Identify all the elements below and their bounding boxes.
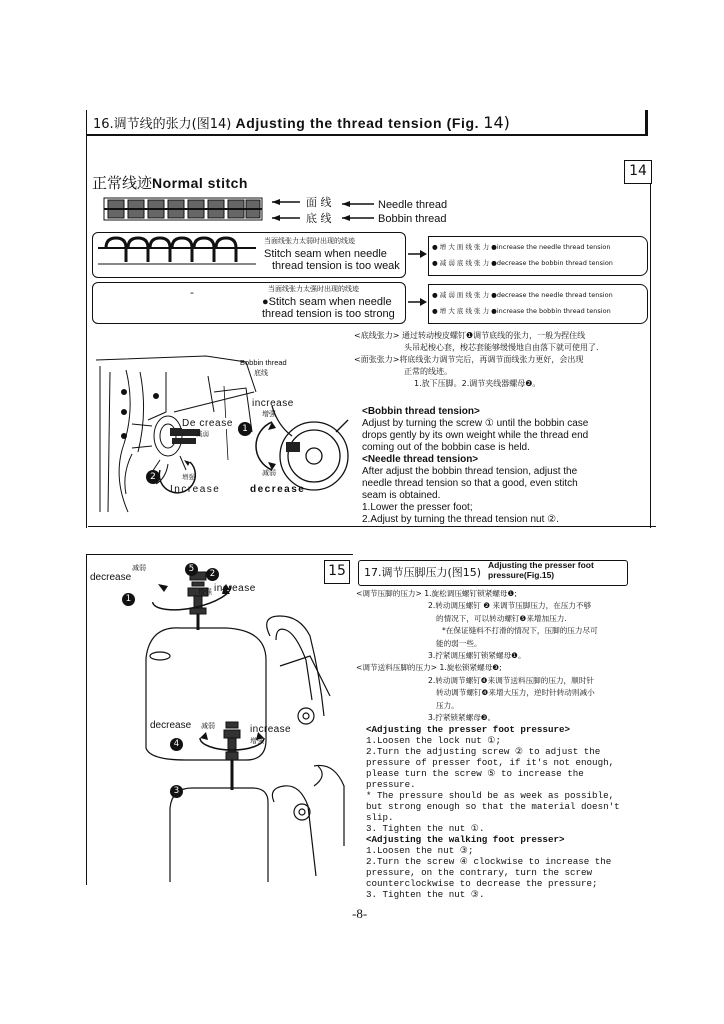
note-cn-line: 头吊起梭心套，梭芯套能够缓慢地自由落下就可使用了. (404, 343, 599, 352)
en-line: but strong enough so that the material doesn't (366, 801, 620, 812)
weak-en-2: thread tension is too weak (272, 260, 400, 272)
normal-stitch-title (92, 172, 248, 193)
strong-action-1-cn: 减 弱 面 线 张 力 (439, 291, 490, 299)
needle-thread-label: Needle thread (378, 199, 448, 211)
section-17-en-text (366, 724, 620, 900)
cn-line: 的情况下，可以转动螺钉❺来增加压力. (436, 613, 567, 623)
tension-diagram (96, 352, 358, 518)
en-line: 3. Tighten the nut ③. (366, 889, 485, 900)
fig15-callout-2: 2 (206, 568, 219, 581)
normal-stitch-cn: 正常线迹 (92, 174, 153, 192)
note-cn-line: <面张张力>将底线张力调节完后，再调节面线张力更好，会出现 (354, 355, 584, 364)
cn-line: 3.拧紧锁紧螺母❸。 (428, 713, 496, 723)
cn-line: 3.拧紧调压螺钉锁紧螺母❶。 (428, 651, 526, 661)
figure-15-label: 15 (324, 560, 350, 584)
fig15-decrease-bot-cn: 减弱 (201, 722, 215, 730)
weak-cn: 当面线张力太弱时出现的线迹 (264, 237, 355, 245)
page-number: -8- (352, 906, 368, 921)
en-line: counterclockwise to decrease the pressure; (366, 878, 598, 889)
diagram-decrease2-cn: 减弱 (262, 469, 276, 477)
fig15-callout-5: 5 (185, 563, 198, 576)
weak-action-2: ● 减 弱 底 线 张 力 ●decrease the bobbin thread tension (432, 259, 613, 267)
fig15-increase-top-cn: 增强 (198, 588, 212, 596)
fig15-callout-4: 4 (170, 738, 183, 751)
fig15-callout-3: 3 (170, 785, 183, 798)
weak-action-2-en: decrease the bobbin thread tension (496, 259, 613, 267)
section-17-title-en-2: pressure(Fig.15) (488, 570, 555, 580)
en-line: pressure of presser foot, if it's not enough, (366, 757, 615, 768)
en-line: pressure, on the contrary, turn the screw (366, 867, 593, 878)
instruction-line: coming out of the bobbin case is held. (362, 442, 530, 453)
diagram-increase-cn: 增强 (262, 410, 276, 418)
diagram-decrease-cn: 减弱 (196, 430, 209, 438)
strong-en-1-text: Stitch seam when needle (268, 296, 392, 308)
section-16-title-cn: 16.调节线的张力(图14) (93, 117, 232, 132)
section-16-title-en: Adjusting the thread tension (Fig. (235, 115, 480, 131)
cn-line: 转动调节螺钉❹来增大压力，逆时针转动则减小 (436, 688, 595, 698)
instruction-line: After adjust the bobbin thread tension, adjust the (362, 466, 578, 477)
section-divider (88, 526, 656, 527)
bobbin-thread-label: Bobbin thread (378, 213, 447, 225)
en-line: 3. Tighten the nut ①. (366, 823, 485, 834)
instruction-line: 1.Lower the presser foot; (362, 502, 473, 513)
cn-line: 2.转动调节螺钉❹来调节送料压脚的压力，顺时针 (428, 675, 594, 685)
note-cn-line: <底线张力> 通过转动梭皮螺钉❶调节底线的张力，一般为捏住线 (354, 331, 586, 340)
note-cn-line: 1.放下压脚。2.调节夹线器螺母❷。 (414, 379, 541, 388)
weak-en-1: Stitch seam when needle (264, 248, 387, 260)
cn-line: 2.转动调压螺钉 ❷ 来调节压脚压力，在压力不够 (428, 601, 592, 611)
cn-line: <调节送料压脚的压力> 1.旋松锁紧螺母❸; (356, 663, 502, 673)
en-line: slip. (366, 812, 394, 823)
cn-line: *在保证缝料不打滑的情况下，压脚的压力尽可 (442, 626, 598, 636)
face-thread-cn: 面 线 (306, 196, 332, 209)
normal-stitch-illustration (100, 192, 270, 228)
en-line: 2.Turn the adjusting screw ② to adjust the (366, 746, 601, 757)
weak-stitch-illustration (98, 236, 258, 272)
weak-action-1: ● 增 大 面 线 张 力 ●increase the needle thread tension (432, 243, 611, 251)
tension-notes-cn (354, 330, 599, 390)
fig15-decrease-top: decrease (90, 572, 132, 583)
section-16-left-border (86, 110, 87, 528)
en-line: * The pressure should be as week as possible, (366, 790, 615, 801)
fig15-increase-bot-cn: 增强 (250, 737, 264, 745)
strong-action-2: ● 增 大 底 线 张 力 ●increase the bobbin thread tension (432, 307, 611, 315)
strong-action-1: ● 减 弱 面 线 张 力 ●decrease the needle thread tension (432, 291, 613, 299)
weak-action-1-en: increase the needle thread tension (496, 243, 611, 251)
diagram-bobbin-cn: 底线 (254, 369, 268, 377)
strong-cn: 当面线张力太强时出现的线迹 (268, 285, 359, 293)
weak-action-2-cn: 减 弱 底 线 张 力 (439, 259, 490, 267)
strong-dash: - (190, 286, 194, 299)
section-16-right-border (650, 160, 651, 528)
en-line: please turn the screw ⑤ to increase the (366, 768, 584, 779)
en-line: 1.Loosen the nut ③; (366, 845, 474, 856)
diagram-decrease: De crease (182, 418, 233, 429)
cn-line: 压力。 (436, 700, 459, 710)
figure-14-label: 14 (624, 160, 652, 184)
cn-line: <调节压脚的压力> 1.旋松调压螺钉锁紧螺母❶; (356, 589, 517, 598)
bottom-thread-cn: 底 线 (306, 212, 332, 225)
diagram-bobbin-thread: Bobbin thread (240, 358, 287, 367)
presser-foot-diagram (90, 566, 352, 882)
instruction-line: needle thread tension so that a good, even stitch (362, 478, 578, 489)
bobbin-tension-instructions (362, 406, 588, 526)
diagram-decrease2: decrease (250, 484, 306, 495)
fig15-decrease-top-cn: 减弱 (132, 564, 146, 572)
callout-2: 2 (146, 470, 160, 484)
presser-heading: <Adjusting the presser foot pressure> (366, 724, 570, 735)
en-line: 1.Loosen the lock nut ①; (366, 735, 502, 746)
callout-1: 1 (238, 422, 252, 436)
strong-action-2-en: increase the bobbin thread tension (496, 307, 611, 315)
diagram-increase: increase (252, 398, 294, 409)
normal-stitch-en: Normal stitch (152, 175, 248, 191)
strong-action-1-en: decrease the needle thread tension (496, 291, 613, 299)
note-cn-line: 正常的线迹。 (404, 367, 452, 376)
strong-action-2-cn: 增 大 底 线 张 力 (439, 307, 490, 315)
fig15-callout-1: 1 (122, 593, 135, 606)
strong-arrow-icon (408, 296, 428, 308)
instruction-line: seam is obtained. (362, 490, 441, 501)
needle-tension-heading: <Needle thread tension> (362, 454, 479, 465)
strong-en-1: ●Stitch seam when needle (262, 296, 392, 308)
fig15-increase-bot: increase (250, 724, 291, 735)
section-17-cn-text (356, 588, 598, 724)
fig15-increase-top: increase (214, 583, 256, 594)
cn-line: 能的弱一些。 (436, 638, 482, 648)
walking-foot-heading: <Adjusting the walking foot presser> (366, 834, 565, 845)
strong-en-2: thread tension is too strong (262, 308, 395, 320)
instruction-line: Adjust by turning the screw ① until the bobbin case (362, 418, 589, 429)
instruction-line: 2.Adjust by turning the thread tension nut ②. (362, 514, 559, 525)
en-line: pressure. (366, 779, 416, 790)
en-line: 2.Turn the screw ④ clockwise to increase the (366, 856, 612, 867)
weak-arrow-icon (408, 248, 428, 260)
instruction-line: drops gently by its own weight while the thread end (362, 430, 589, 441)
fig15-decrease-bot: decrease (150, 720, 192, 731)
section-17-title-en (488, 560, 594, 580)
section-16-header (86, 110, 648, 136)
section-16-title-num: 14) (483, 113, 510, 132)
section-17-title-cn: 17.调节压脚压力(图15) (364, 566, 482, 579)
bobbin-tension-heading: <Bobbin thread tension> (362, 406, 480, 417)
diagram-inc2-cn: 增强 (182, 473, 195, 481)
diagram-increase2: Increase (170, 484, 221, 495)
weak-action-1-cn: 增 大 面 线 张 力 (439, 243, 490, 251)
section-17-title-en-1: Adjusting the presser foot (488, 560, 594, 570)
